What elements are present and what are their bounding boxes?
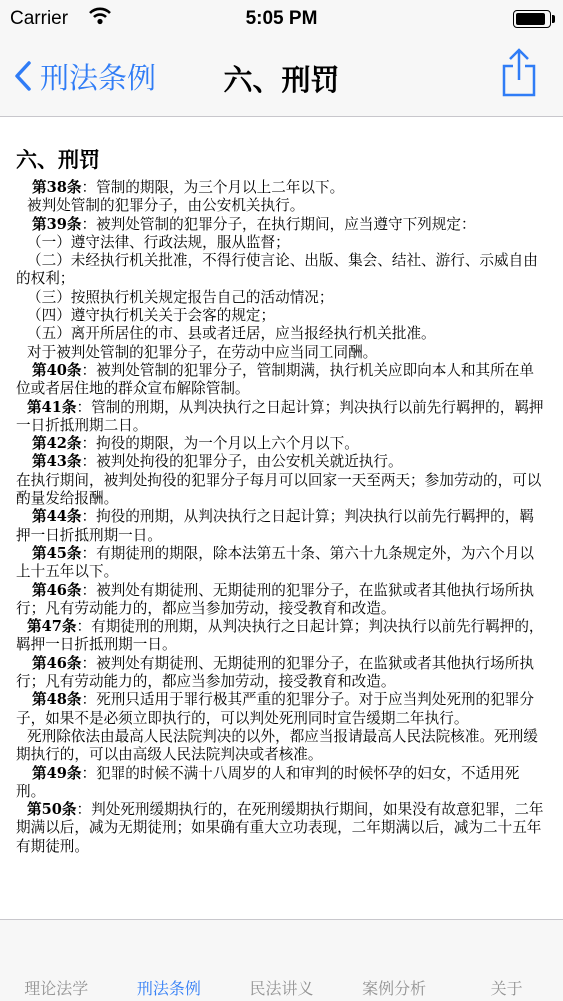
article-number: 第47条 xyxy=(27,618,77,636)
article-text: ：有期徒刑的期限，除本法第五十条、第六十九条规定外，为六个月以上十五年以下。 xyxy=(16,544,534,581)
article-number: 第48条 xyxy=(32,691,82,709)
article-text: （一）遵守法律、行政法规，服从监督； xyxy=(27,233,290,251)
article-paragraph xyxy=(16,618,548,655)
back-button-label: 刑法条例 xyxy=(40,60,157,95)
article-text: ：死刑只适用于罪行极其严重的犯罪分子。对于应当判处死刑的犯罪分子，如果不是必须立即执行的，可以判处死刑同时宣告缓期二年执行。 xyxy=(16,691,534,727)
article-paragraph xyxy=(16,691,548,728)
article-paragraph xyxy=(16,325,548,343)
article-content[interactable] xyxy=(0,117,563,919)
article-number: 第38条 xyxy=(32,179,82,196)
article-paragraph xyxy=(16,344,548,362)
article-text: 在执行期间，被判处拘役的犯罪分子每月可以回家一天至两天；参加劳动的，可以酌量发给报酬。 xyxy=(16,471,542,508)
article-paragraph xyxy=(16,545,548,582)
article-number: 第40条 xyxy=(32,361,82,379)
article-text: ：被判处管制的犯罪分子，管制期满，执行机关应即向本人和其所在单位或者居住地的群众宣布解除管制。 xyxy=(16,361,534,398)
article-text: ：被判处有期徒刑、无期徒刑的犯罪分子，在监狱或者其他执行场所执行；凡有劳动能力的，都应当参加劳动，接受教育和改造。 xyxy=(16,581,534,617)
chevron-left-icon xyxy=(14,60,32,92)
article-paragraph xyxy=(16,234,548,252)
article-paragraph xyxy=(16,362,548,399)
article-text: （二）未经执行机关批准，不得行使言论、出版、集会、结社、游行、示威自由的权利； xyxy=(16,252,538,288)
article-text: ：被判处有期徒刑、无期徒刑的犯罪分子，在监狱或者其他执行场所执行；凡有劳动能力的，都应当参加劳动，接受教育和改造。 xyxy=(16,654,534,691)
article-text: 被判处管制的犯罪分子，由公安机关执行。 xyxy=(27,197,305,215)
tab-bar xyxy=(0,919,563,1001)
article-number: 第41条 xyxy=(27,398,77,416)
tab-2[interactable]: 刑法条例 xyxy=(136,979,201,998)
tab-1[interactable]: 理论法学 xyxy=(24,979,89,998)
article-paragraph xyxy=(16,289,548,307)
article-number: 第46条 xyxy=(32,581,82,599)
article-text: ：被判处拘役的犯罪分子，由公安机关就近执行。 xyxy=(81,453,403,471)
battery-icon xyxy=(513,10,551,28)
article-text: ：犯罪的时候不满十八周岁的人和审判的时候怀孕的妇女，不适用死刑。 xyxy=(16,764,520,800)
back-button[interactable] xyxy=(14,52,156,100)
article-paragraph xyxy=(16,307,548,325)
article-number: 第49条 xyxy=(32,764,82,782)
article-text: ：被判处管制的犯罪分子，在执行期间，应当遵守下列规定： xyxy=(81,215,476,233)
article-paragraph xyxy=(16,801,548,856)
article-paragraph xyxy=(16,582,548,619)
tab-3[interactable]: 民法讲义 xyxy=(249,979,314,998)
article-paragraph xyxy=(16,655,548,692)
article-number: 第44条 xyxy=(32,508,82,526)
article-text: ：拘役的刑期，从判决执行之日起计算；判决执行以前先行羁押的，羁押一日折抵刑期一日。 xyxy=(16,508,534,544)
article-text: （五）离开所居住的市、县或者迁居，应当报经执行机关批准。 xyxy=(27,325,436,343)
article-text: 对于被判处管制的犯罪分子，在劳动中应当同工同酬。 xyxy=(27,343,378,361)
article-number: 第43条 xyxy=(32,453,82,471)
page-title: 六、刑罚 xyxy=(223,63,340,97)
navigation-bar xyxy=(0,38,563,117)
article-paragraph xyxy=(16,216,548,234)
share-button[interactable] xyxy=(499,48,539,98)
article-text: ：判处死刑缓期执行的，在死刑缓期执行期间，如果没有故意犯罪，二年期满以后，减为无期徒刑；如果确有重大立功表现，二年期满以后，减为二十五年有期徒刑。 xyxy=(16,801,544,855)
article-text: ：管制的刑期，从判决执行之日起计算；判决执行以前先行羁押的，羁押一日折抵刑期二日。 xyxy=(16,398,544,434)
article-paragraph xyxy=(16,765,548,802)
article-paragraph xyxy=(16,728,548,765)
article-text: （三）按照执行机关规定报告自己的活动情况； xyxy=(27,288,334,306)
article-number: 第42条 xyxy=(32,435,82,453)
article-number: 第50条 xyxy=(27,801,77,819)
section-title: 六、刑罚 xyxy=(16,148,100,172)
tab-5[interactable]: 关于 xyxy=(490,979,523,998)
article-text: （四）遵守执行机关关于会客的规定； xyxy=(27,307,276,325)
article-paragraph xyxy=(16,472,548,509)
article-number: 第45条 xyxy=(32,544,82,562)
article-text: ：管制的期限，为三个月以上二年以下。 xyxy=(81,179,345,196)
article-paragraph xyxy=(16,435,548,453)
article-paragraph xyxy=(16,399,548,436)
article-number: 第46条 xyxy=(32,654,82,672)
share-icon xyxy=(499,48,539,98)
article-paragraph xyxy=(16,508,548,545)
article-text: ：有期徒刑的刑期，从判决执行之日起计算；判决执行以前先行羁押的，羁押一日折抵刑期一日。 xyxy=(16,618,544,654)
article-paragraph xyxy=(16,252,548,289)
article-text: 死刑除依法由最高人民法院判决的以外，都应当报请最高人民法院核准。死刑缓期执行的，可以由高级人民法院判决或者核准。 xyxy=(16,727,538,764)
tab-4[interactable]: 案例分析 xyxy=(362,979,427,998)
article-text: ：拘役的期限，为一个月以上六个月以下。 xyxy=(81,435,359,453)
clock: 5:05 PM xyxy=(245,8,318,29)
article-paragraph xyxy=(16,453,548,471)
status-bar xyxy=(0,0,563,38)
article-body xyxy=(16,179,548,856)
article-number: 第39条 xyxy=(32,215,82,233)
article-paragraph xyxy=(16,179,548,197)
article-paragraph xyxy=(16,197,548,215)
carrier-label: Carrier xyxy=(10,8,69,29)
